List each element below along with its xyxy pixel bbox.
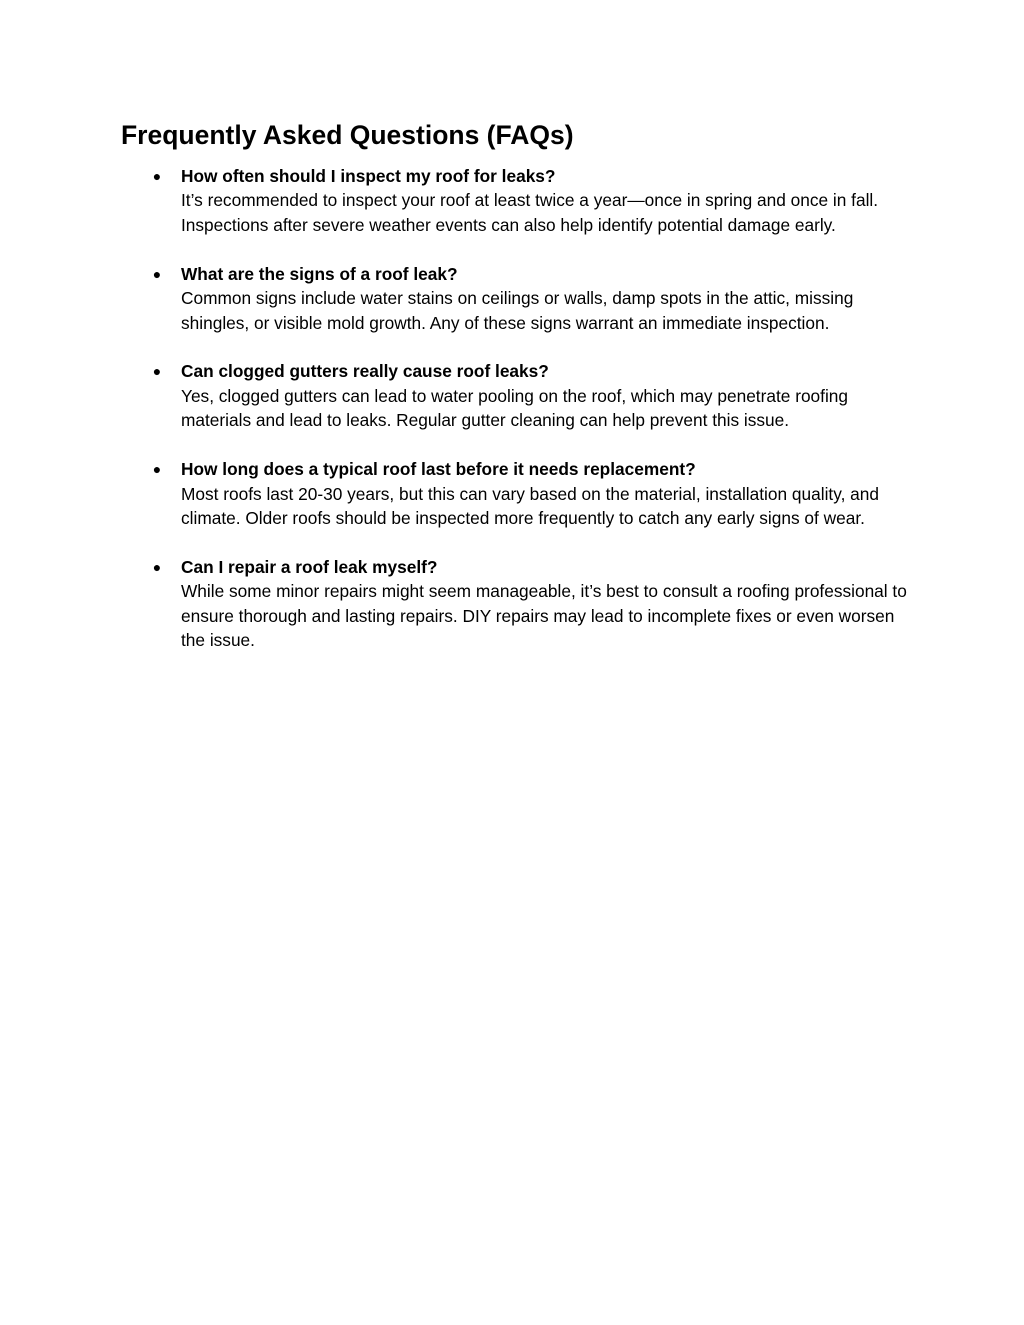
faq-question: How long does a typical roof last before it needs replacement? [181,459,696,480]
faq-item [0,457,1024,530]
faq-answer: While some minor repairs might seem manageable, it’s best to consult a roofing professional to ensure thorough and lasting repairs. DIY repairs may lead to incomplete fixes or even worsen the issue. [181,581,907,651]
faq-question: How often should I inspect my roof for leaks? [181,166,556,186]
faq-item [0,555,1024,653]
bullet-icon: ● [152,265,162,282]
faq-body [181,262,911,335]
faq-body [181,359,911,432]
faq-answer: Most roofs last 20-30 years, but this can vary based on the material, installation quality, and climate. Older roofs should be inspected more frequently to catch any early signs of wear. [181,483,880,528]
bullet-icon: ● [152,558,162,575]
faq-item [0,359,1024,432]
faq-list [0,164,1024,677]
faq-body [181,164,911,237]
faq-item [0,164,1024,237]
bullet-icon: ● [152,363,162,380]
faq-answer: Yes, clogged gutters can lead to water pooling on the roof, which may penetrate roofing materials and lead to leaks. Regular gutter cleaning can help prevent this issue. [181,385,849,431]
faq-answer: It’s recommended to inspect your roof at least twice a year—once in spring and once in fall. Inspections after severe weather events can also help identify potential damage early. [181,190,879,235]
faq-body [181,555,911,653]
faq-item [0,262,1024,335]
faq-question: Can clogged gutters really cause roof leaks? [181,361,549,382]
bullet-icon: ● [152,168,162,184]
faq-question: What are the signs of a roof leak? [181,263,458,284]
page-title: Frequently Asked Questions (FAQs) [121,120,574,150]
faq-answer: Common signs include water stains on ceilings or walls, damp spots in the attic, missing shingles, or visible mold growth. Any of these signs warrant an immediate inspection. [181,288,854,333]
faq-question: Can I repair a roof leak myself? [181,556,438,577]
bullet-icon: ● [152,461,162,478]
faq-body [181,457,911,530]
